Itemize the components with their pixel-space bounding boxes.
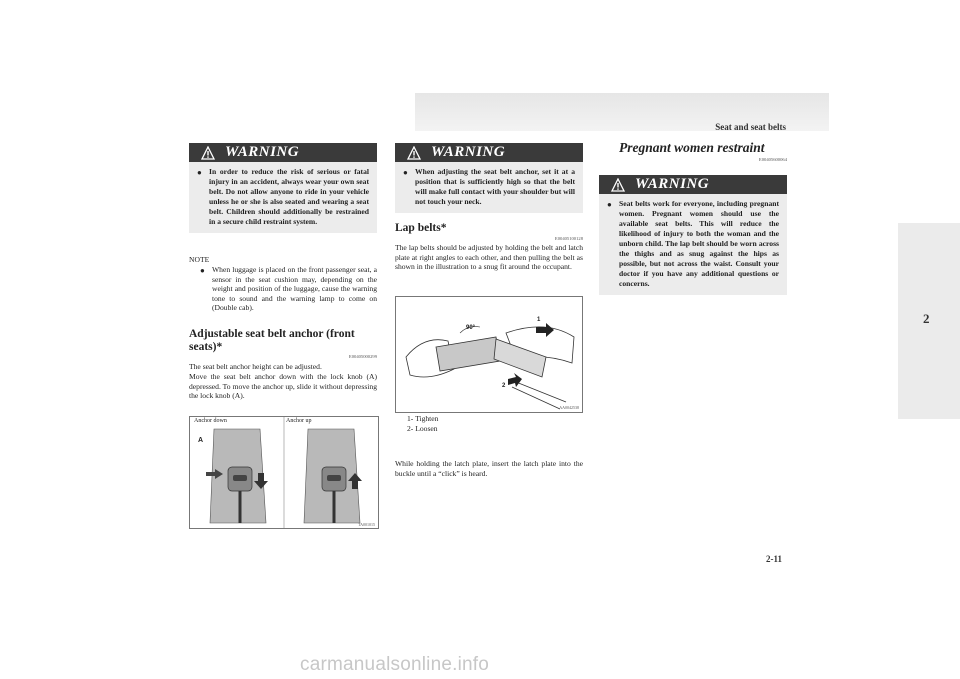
bullet-icon: ● [200,266,205,275]
anchor-figure [189,416,379,529]
warning-text: Seat belts work for everyone, including pregnant women. Pregnant women should use the available seat belts. This will reduce the likelihood of injury to both the woman and the unborn child. The lap belt should be worn across the thighs and as snug against the hips as possible, but not across the waist. Consult your doctor if you have any additional questions or concerns. [619,199,779,288]
warning-triangle-icon [201,146,215,160]
page-header-title: Seat and seat belts [715,122,786,132]
warning-box-1 [189,143,377,233]
anchor-up-label: Anchor up [286,418,312,424]
anchor-illustration [190,417,378,528]
warning-header [395,143,583,162]
warning-triangle-icon [611,178,625,192]
lap-section-code: E00405100128 [554,236,583,241]
arrow-2-label: 2 [502,383,506,389]
warning-label: WARNING [635,176,710,192]
angle-label: 90° [466,325,476,331]
figure-ref: AA0042538 [559,405,579,410]
anchor-text-2: Move the seat belt anchor down with the lock knob (A) depressed. To move the anchor up, slide it without depressing the lock knob (A). [189,372,377,401]
bullet-icon: ● [403,168,408,177]
pregnant-section-title: Pregnant women restraint [619,140,765,155]
lock-knob-letter: A [198,437,204,444]
figure-ref: TA001015 [357,522,375,527]
warning-body [599,194,787,295]
warning-text: When adjusting the seat belt anchor, set it at a position that is sufficiently high so that the belt will make full contact with your shoulder but will not touch your neck. [415,167,575,206]
warning-box-3 [599,175,787,295]
anchor-text-1: The seat belt anchor height can be adjusted. [189,362,322,371]
warning-text: In order to reduce the risk of serious or fatal injury in an accident, always wear your own seat belt. Do not allow anyone to ride in your vehicle unless he or she is also seated and wearing a seat belt. Children should additionally be restrained in a secure child restraint system. [209,167,369,226]
anchor-down-label: Anchor down [194,418,227,424]
warning-body [395,162,583,213]
lap-figure [395,296,583,413]
warning-label: WARNING [431,144,506,160]
lap-belt-illustration [396,297,582,412]
anchor-section-code: E00405000299 [348,354,377,359]
lap-text-2: While holding the latch plate, insert the latch plate into the buckle until a “click” is heard. [395,459,583,478]
page-number: 2-11 [766,554,783,564]
warning-header [189,143,377,162]
warning-triangle-icon [407,146,421,160]
warning-body [189,162,377,233]
note-text: When luggage is placed on the front passenger seat, a sensor in the seat cushion may, depending on the weight and position of the luggage, cause the warning tone to sound and the warning lamp to come on (Double cab). [212,265,377,313]
bullet-icon: ● [197,168,202,177]
legend-tighten: 1- Tighten [407,414,439,423]
warning-label: WARNING [225,144,300,160]
arrow-1-label: 1 [537,317,541,323]
lap-section-title: Lap belts* [395,222,447,234]
chapter-number: 2 [923,311,930,326]
warning-box-2 [395,143,583,213]
legend-loosen: 2- Loosen [407,424,438,433]
bullet-icon: ● [607,200,612,209]
warning-header [599,175,787,194]
watermark: carmanualsonline.info [300,654,490,675]
pregnant-section-code: E00405600064 [758,157,787,162]
lap-text: The lap belts should be adjusted by holding the belt and latch plate at right angles to each other, and then pulling the belt as shown in the illustration to a snug fit around the occupant. [395,243,583,272]
anchor-section-title: Adjustable seat belt anchor (front seats)* [189,328,355,353]
note-label: NOTE [189,255,210,264]
